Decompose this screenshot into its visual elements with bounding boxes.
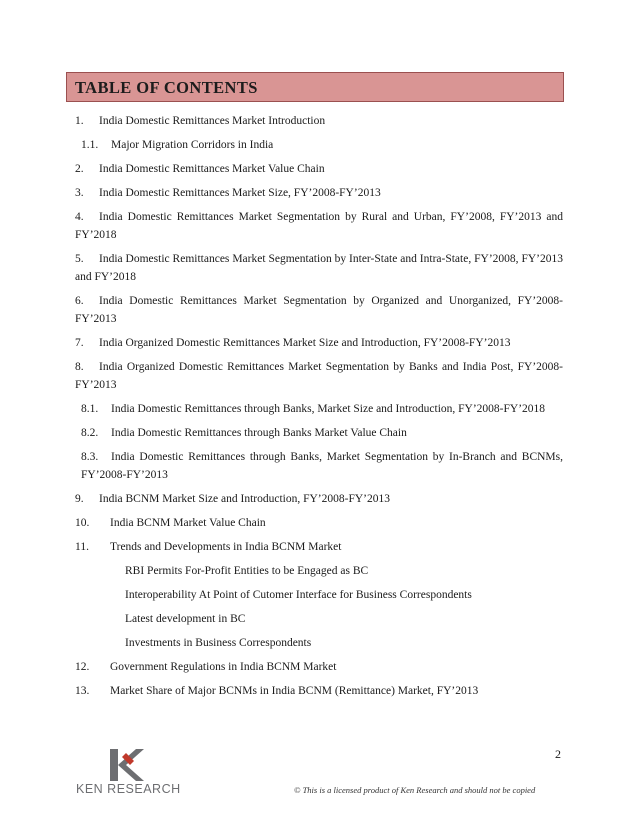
toc-entry[interactable] xyxy=(75,184,563,202)
toc-number: 10. xyxy=(75,517,90,529)
toc-title: India Domestic Remittances through Banks Market Value Chain xyxy=(111,427,407,439)
toc-entry[interactable] xyxy=(75,334,563,352)
ken-research-logo-icon xyxy=(104,747,148,783)
toc-number: 5. xyxy=(75,253,84,265)
toc-title: Latest development in BC xyxy=(125,613,246,625)
toc-entry[interactable] xyxy=(75,586,563,604)
toc-title: India Domestic Remittances Market Segmentation by Rural and Urban, FY’2008, FY’2013 and FY’2018 xyxy=(75,211,563,241)
toc-entry[interactable] xyxy=(75,682,563,700)
toc-title: India BCNM Market Size and Introduction, FY’2008-FY’2013 xyxy=(99,493,390,505)
toc-title: Investments in Business Correspondents xyxy=(125,637,312,649)
toc-title: India Organized Domestic Remittances Market Segmentation by Banks and India Post, FY’2008-FY’2013 xyxy=(75,361,563,391)
toc-entry[interactable] xyxy=(75,634,563,652)
page-title: TABLE OF CONTENTS xyxy=(75,78,258,97)
toc-entry[interactable] xyxy=(75,400,563,418)
toc-title: India Domestic Remittances Market Value Chain xyxy=(99,163,325,175)
toc-title: India Organized Domestic Remittances Market Size and Introduction, FY’2008-FY’2013 xyxy=(99,337,511,349)
table-of-contents xyxy=(75,112,563,706)
toc-entry[interactable] xyxy=(75,610,563,628)
toc-entry[interactable] xyxy=(75,292,563,328)
toc-title: Major Migration Corridors in India xyxy=(111,139,274,151)
toc-number: 1.1. xyxy=(81,139,99,151)
toc-entry[interactable] xyxy=(75,160,563,178)
toc-number: 3. xyxy=(75,187,84,199)
toc-entry[interactable] xyxy=(75,658,563,676)
toc-title: India Domestic Remittances Market Segmentation by Inter-State and Intra-State, FY’2008, FY’2013 and FY’2018 xyxy=(75,253,563,283)
toc-entry[interactable] xyxy=(75,250,563,286)
toc-number: 8. xyxy=(75,361,84,373)
toc-number: 8.3. xyxy=(81,451,99,463)
logo-text: KEN RESEARCH xyxy=(76,782,181,796)
toc-title: Government Regulations in India BCNM Market xyxy=(110,661,337,673)
toc-title: India Domestic Remittances Market Introduction xyxy=(99,115,326,127)
toc-number: 11. xyxy=(75,541,89,553)
toc-title: RBI Permits For-Profit Entities to be Engaged as BC xyxy=(125,565,369,577)
toc-entry[interactable] xyxy=(75,514,563,532)
toc-entry[interactable] xyxy=(75,358,563,394)
page-number: 2 xyxy=(555,747,561,761)
toc-title: India BCNM Market Value Chain xyxy=(110,517,266,529)
toc-number: 8.1. xyxy=(81,403,99,415)
toc-entry[interactable] xyxy=(75,424,563,442)
toc-header-band xyxy=(66,72,564,102)
toc-number: 2. xyxy=(75,163,84,175)
toc-number: 7. xyxy=(75,337,84,349)
toc-number: 4. xyxy=(75,211,84,223)
toc-number: 12. xyxy=(75,661,90,673)
toc-entry[interactable] xyxy=(75,448,563,484)
toc-title: Market Share of Major BCNMs in India BCNM (Remittance) Market, FY’2013 xyxy=(110,685,479,697)
toc-entry[interactable] xyxy=(75,538,563,556)
toc-number: 9. xyxy=(75,493,84,505)
copyright-notice: © This is a licensed product of Ken Research and should not be copied xyxy=(294,785,536,795)
toc-entry[interactable] xyxy=(75,562,563,580)
toc-entry[interactable] xyxy=(75,112,563,130)
toc-title: Interoperability At Point of Cutomer Interface for Business Correspondents xyxy=(125,589,472,601)
toc-title: India Domestic Remittances through Banks, Market Size and Introduction, FY’2008-FY’2018 xyxy=(111,403,546,415)
toc-entry[interactable] xyxy=(75,208,563,244)
toc-number: 1. xyxy=(75,115,84,127)
ken-research-logo xyxy=(76,747,186,797)
toc-entry[interactable] xyxy=(75,136,563,154)
toc-title: India Domestic Remittances Market Size, FY’2008-FY’2013 xyxy=(99,187,381,199)
toc-number: 8.2. xyxy=(81,427,99,439)
toc-number: 13. xyxy=(75,685,90,697)
toc-entry[interactable] xyxy=(75,490,563,508)
toc-number: 6. xyxy=(75,295,84,307)
toc-title: Trends and Developments in India BCNM Market xyxy=(110,541,342,553)
toc-title: India Domestic Remittances Market Segmentation by Organized and Unorganized, FY’2008-FY’2013 xyxy=(75,295,563,325)
toc-title: India Domestic Remittances through Banks, Market Segmentation by In-Branch and BCNMs, FY’2008-FY’2013 xyxy=(81,451,563,481)
